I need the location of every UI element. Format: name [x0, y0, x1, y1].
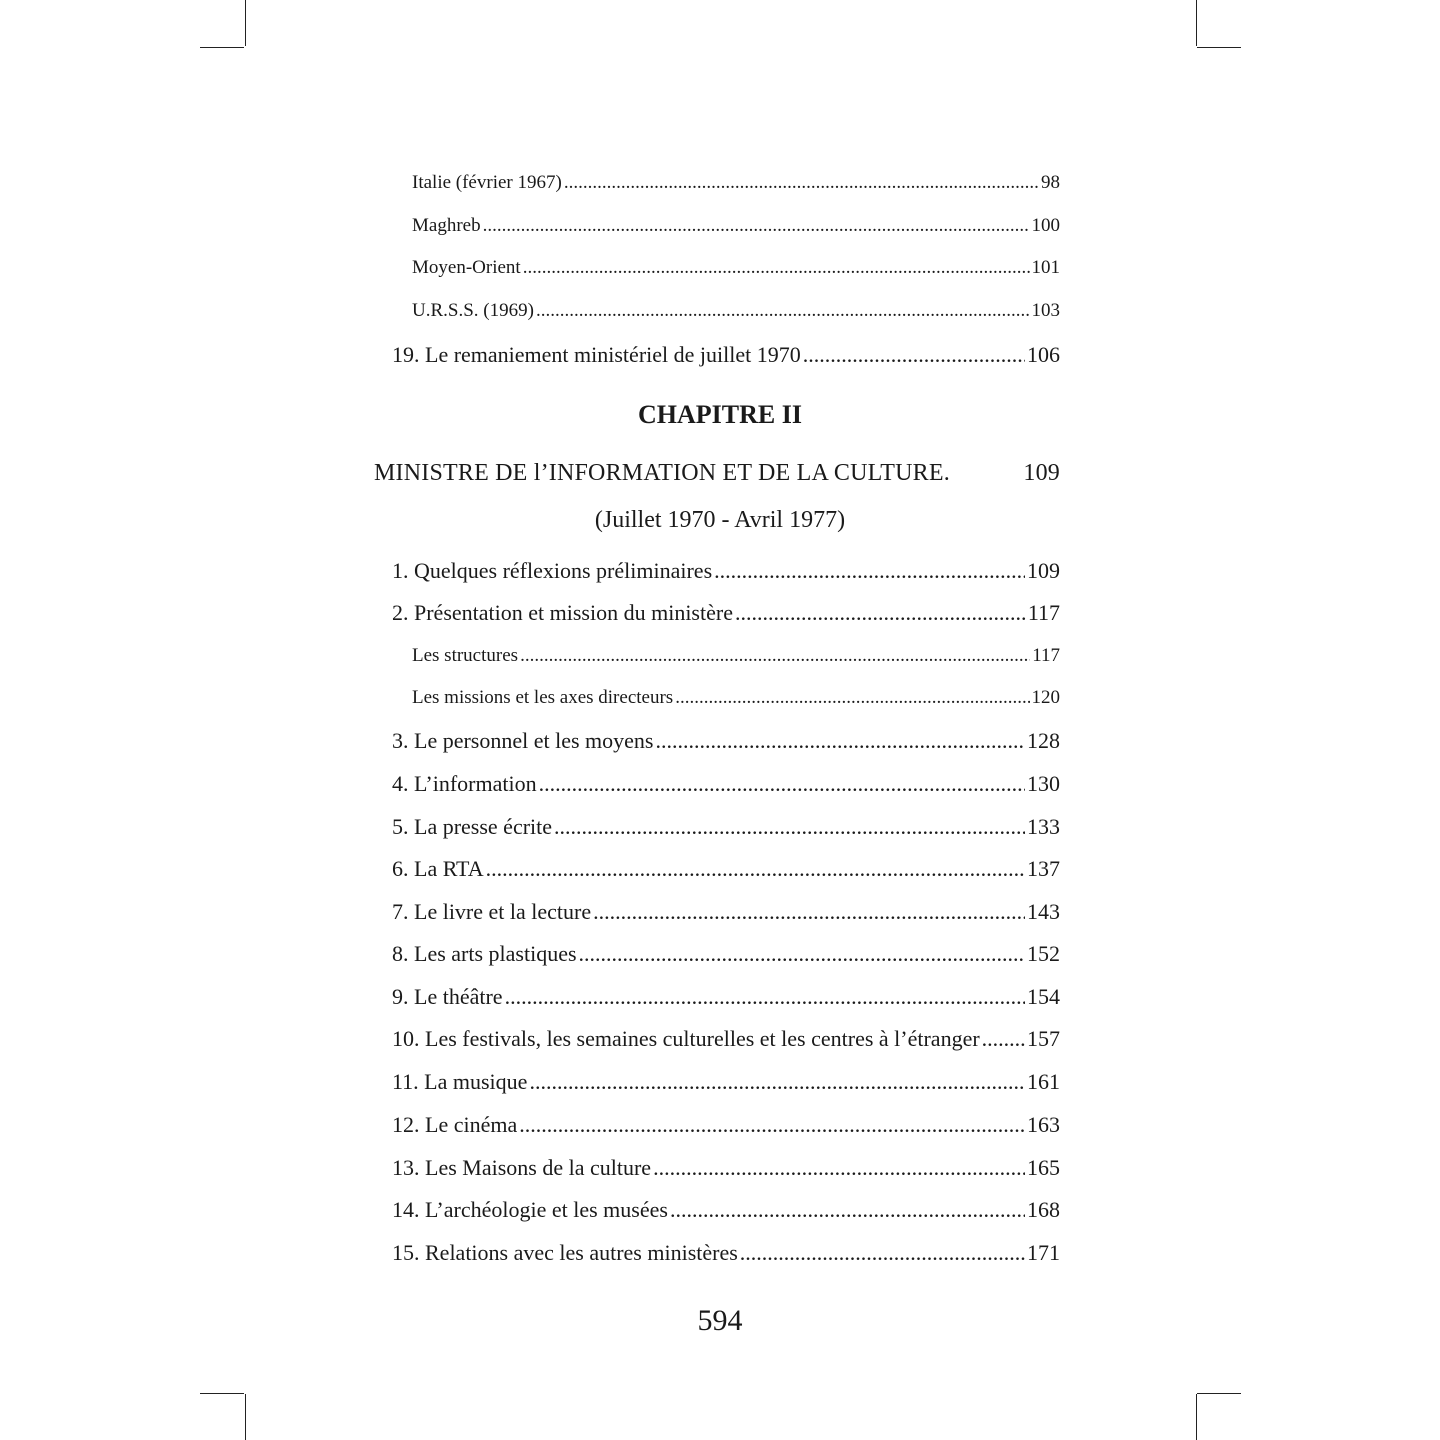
toc-entry: [392, 1069, 1060, 1095]
toc-entry-page: 171: [1027, 1240, 1060, 1265]
chapter-heading: [374, 460, 1060, 487]
toc-entry: [392, 1197, 1060, 1223]
toc-entry-label: 10. Les festivals, les semaines culturelles et les centres à l’étranger: [392, 1026, 980, 1051]
chapter-dates: (Juillet 1970 - Avril 1977): [594, 507, 846, 533]
toc-entry-page: 137: [1027, 856, 1060, 881]
toc-entry-page: 100: [1031, 215, 1060, 236]
toc-entry-page: 98: [1041, 172, 1060, 193]
toc-entry: [392, 771, 1060, 797]
crop-mark: [200, 47, 244, 48]
toc-entry: [392, 1026, 1060, 1052]
toc-entry: [392, 941, 1060, 967]
toc-leader: [803, 342, 1025, 368]
toc-entry: [412, 300, 1060, 322]
toc-leader: [483, 215, 1030, 237]
toc-leader: [714, 558, 1025, 584]
toc-entry-label: 15. Relations avec les autres ministères: [392, 1240, 738, 1265]
toc-entry-label: 12. Le cinéma: [392, 1112, 518, 1137]
toc-entry-label: 7. Le livre et la lecture: [392, 899, 592, 924]
toc-leader: [982, 1026, 1025, 1052]
toc-entry: [392, 728, 1060, 754]
toc-entry-page: 120: [1031, 687, 1060, 708]
toc-entry: [392, 1155, 1060, 1181]
toc-entry-label: 1. Quelques réflexions préliminaires: [392, 558, 713, 583]
toc-leader: [523, 257, 1030, 279]
toc-entry-page: 117: [1032, 645, 1060, 666]
toc-entry-label: 9. Le théâtre: [392, 984, 503, 1009]
toc-entry-page: 109: [1027, 558, 1060, 583]
toc-entry: [392, 1112, 1060, 1138]
toc-leader: [554, 814, 1025, 840]
toc-entry: [392, 984, 1060, 1010]
toc-entry-label: 3. Le personnel et les moyens: [392, 728, 654, 753]
page-number: 594: [697, 1304, 743, 1337]
toc-leader: [675, 687, 1029, 709]
crop-mark: [245, 1394, 246, 1440]
toc-entry-label: 11. La musique: [392, 1069, 528, 1094]
toc-entry-page: 161: [1027, 1069, 1060, 1094]
toc-leader: [656, 728, 1026, 754]
toc-entry-label: 5. La presse écrite: [392, 814, 553, 839]
toc-entry: [392, 558, 1060, 584]
toc-leader: [529, 1069, 1025, 1095]
toc-leader: [593, 899, 1025, 925]
toc-entry-page: 143: [1027, 899, 1060, 924]
toc-leader: [520, 645, 1030, 667]
toc-entry: [412, 687, 1060, 709]
toc-leader: [579, 941, 1025, 967]
toc-entry-page: 103: [1031, 300, 1060, 321]
toc-entry: [392, 342, 1060, 368]
toc-entry-label: Les missions et les axes directeurs: [412, 687, 674, 708]
toc-entry-label: 13. Les Maisons de la culture: [392, 1155, 652, 1180]
toc-leader: [740, 1240, 1025, 1266]
toc-leader: [519, 1112, 1025, 1138]
toc-leader: [539, 771, 1025, 797]
toc-leader: [564, 172, 1039, 194]
toc-entry-label: Italie (février 1967): [412, 172, 562, 193]
toc-entry: [392, 899, 1060, 925]
toc-entry-label: Moyen-Orient: [412, 257, 521, 278]
toc-entry: [392, 600, 1060, 626]
toc-leader: [505, 984, 1025, 1010]
toc-entry-page: 154: [1027, 984, 1060, 1009]
crop-mark: [1196, 0, 1197, 46]
toc-entry-page: 130: [1027, 771, 1060, 796]
chapter-heading-page: 109: [1023, 460, 1060, 486]
crop-mark: [245, 0, 246, 46]
toc-entry-page: 168: [1027, 1197, 1060, 1222]
crop-mark: [1197, 1393, 1241, 1394]
toc-entry-page: 128: [1027, 728, 1060, 753]
toc-entry-label: 4. L’information: [392, 771, 537, 796]
toc-leader: [735, 600, 1026, 626]
chapter-title: CHAPITRE II: [638, 400, 802, 429]
toc-entry-page: 133: [1027, 814, 1060, 839]
toc-entry-label: 19. Le remaniement ministériel de juillet 1970: [392, 342, 801, 367]
toc-entry-label: 14. L’archéologie et les musées: [392, 1197, 668, 1222]
toc-entry-page: 152: [1027, 941, 1060, 966]
toc-entry-page: 106: [1027, 342, 1060, 367]
toc-entry: [392, 856, 1060, 882]
toc-entry-page: 117: [1027, 600, 1060, 625]
toc-entry: [412, 257, 1060, 279]
toc-entry: [412, 172, 1060, 194]
toc-entry: [392, 1240, 1060, 1266]
toc-leader: [536, 300, 1030, 322]
toc-entry-page: 165: [1027, 1155, 1060, 1180]
toc-entry: [412, 645, 1060, 667]
toc-entry-page: 163: [1027, 1112, 1060, 1137]
toc-entry: [412, 215, 1060, 237]
crop-mark: [200, 1393, 244, 1394]
crop-mark: [1197, 47, 1241, 48]
toc-entry-label: Maghreb: [412, 215, 481, 236]
toc-leader: [486, 856, 1025, 882]
toc-entry-label: Les structures: [412, 645, 519, 666]
toc-entry-page: 101: [1031, 257, 1060, 278]
toc-entry-page: 157: [1027, 1026, 1060, 1051]
chapter-heading-text: MINISTRE DE l’INFORMATION ET DE LA CULTURE.: [374, 460, 950, 486]
toc-entry: [392, 814, 1060, 840]
toc-entry-label: 6. La RTA: [392, 856, 484, 881]
toc-leader: [653, 1155, 1025, 1181]
toc-leader: [670, 1197, 1025, 1223]
toc-entry-label: 8. Les arts plastiques: [392, 941, 577, 966]
crop-mark: [1196, 1394, 1197, 1440]
toc-entry-label: 2. Présentation et mission du ministère: [392, 600, 733, 625]
toc-entry-label: U.R.S.S. (1969): [412, 300, 534, 321]
